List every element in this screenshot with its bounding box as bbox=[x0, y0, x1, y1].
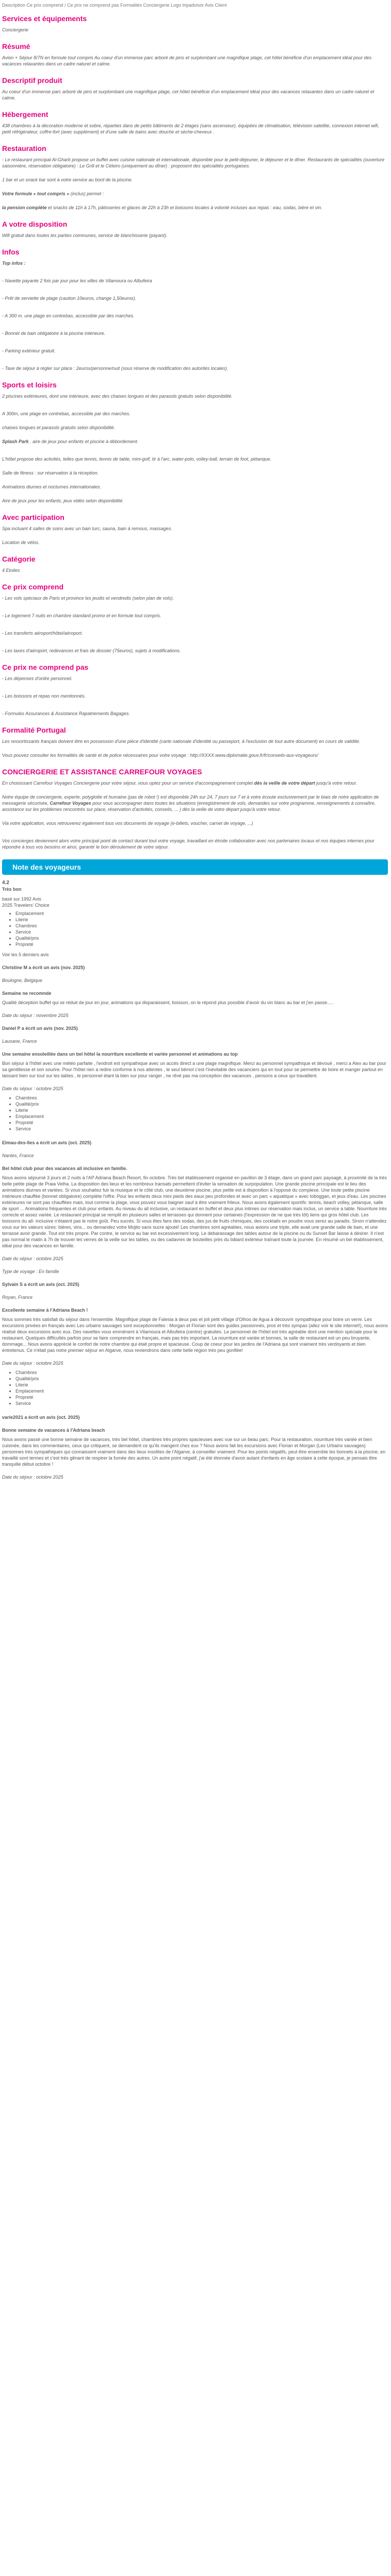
restauration-formula bbox=[2, 191, 388, 197]
ne-comprend-title: Ce prix ne comprend pas bbox=[2, 663, 89, 671]
splash-rest: , aire de jeux pour enfants et piscine à débordement. bbox=[28, 439, 139, 444]
criteria-item: • Chambres bbox=[15, 923, 388, 929]
review-title: Bel hôtel club pour des vacances all inclusive en famille. bbox=[2, 1166, 127, 1171]
ne-comprend-item: - Les dépenses d'ordre personnel. bbox=[2, 676, 73, 681]
criteria-item: • Service bbox=[15, 1126, 388, 1132]
review-date: Date du séjour : octobre 2025 bbox=[2, 1256, 63, 1261]
review-body: Nous avons passé une bonne semaine de vacances, très bel hôtel, chambres très propres spacieuses avec vue sur un beau parc. Pour la restauration, nourriture très variée et bien cuisinée, dans les commentaires, ceux qui critiquent, se demandent ce qu'ils mangent chez eux ? Nous avons fait les excursions avec Florian et Morgan (Les Urbains sauvages) personnes très sympathiques qui connaissent vraiment dans des lieux insolites de l'Algarve, à conseiller vraiment. Pour les points négatifs, peut être ensemble les bonnets à la piscine, en travaillé sont termes et c'est très gênant de respirer la fumée des autres. Un autre point négatif, j'ai été étonnée d'avoir autant d'enfants en âge scolaire à cette époque, je pensais être tranquille début octobre ! bbox=[2, 1437, 386, 1467]
hebergement-title: Hébergement bbox=[2, 110, 48, 118]
review-author-text: Daniel P a écrit un avis (nov. 2025) bbox=[2, 1026, 78, 1031]
ne-comprend-item: - Les boissons et repas non mentionnés. bbox=[2, 693, 86, 699]
review-body: Nous avons séjourné 3 jours et 2 nuits à l'AP Adriana Beach Resort, fin octobre. Très bel établissement organisé en pavillon de 3 étage, dans un grand parc paysagé, à proximité de la très belle petite plage de Praia Velha. La disposition des lieux et les nombreux transats permettent d'éviter la sensation de surpopulation. Une grande piscine principale est le lieu des animations diurnes et variées. Si vous souhaitez fuir la musique et le côté club, une deuxième piscine, plus petite est à disposition à l'opposé du complexe. Une toute petite piscine intérieure chauffée (bonnet obligatoire) complète l'offre. Pour les enfants deux mini pieds des eaux peu profondes et avec un parc « aquatique » avec toboggan, et jeux d'eau. Les piscines extérieures ne sont pas chauffées mais, tout comme la plage, vous pouvez vous baigner sauf à être vraiment frileux. Nous avons également sportifs: tennis, beach volley, pétanque, salle de sport ... Animations fréquentes et club pour enfants. Au niveau du all inclusive, un restaurant en buffet et deux plus intimes sur réservation mais inclus, un service a table. Nourriture très correcte et assez variée. Le restaurant principal se remplit en plusieurs salles et terrasses qui donnent pour certaines (l'expression de ne que très tôt) liens qui gros hôtel club. Les boissons du all- inclusive n'étaient pas le notre goût. Peu sucrés. Si vous êtes fans des sodas, des jus de fruits chimiques, des cocktails en poudre vous serez au paradis. Sinon n'attendez vous sur les valeurs sûres: bières, vins... ou demandez votre Mojito sans sucre ajouté! Les chambres sont agréables, nous avions une triple, elle avait une grande salle de bain, et une terrasse avoir grande. Tout est très propre. Par contre, le service au bar est excessivement long. Le debarassage des tables autour de la piscine ou du Sunset Bar laisse à désirer. Il n'est pas normal le matin à 7h de trouver les verres de la veille sur les tables, ou des cadavres de bouteilles près du bâtard extérieur traînant toute la journée. En résumé un bel établissement, idéal pour des vacances en famille. bbox=[2, 1175, 387, 1248]
review-date: Date du séjour : novembre 2025 bbox=[2, 1013, 69, 1018]
review-ranking: 2025 Travelers' Choice bbox=[2, 903, 50, 908]
categorie-text: 4 Etoiles bbox=[2, 568, 20, 573]
descriptif-title: Descriptif produit bbox=[2, 76, 62, 84]
review-author-text: Sylvain S a écrit un avis (oct. 2025) bbox=[2, 1282, 79, 1287]
review-score: 4.2 bbox=[2, 880, 9, 886]
categorie-title: Catégorie bbox=[2, 555, 36, 563]
criteria-item: • Emplacement bbox=[15, 1113, 388, 1120]
review-title: Semaine ne recomnde bbox=[2, 991, 52, 996]
review-criteria-list bbox=[2, 1095, 388, 1132]
review-author bbox=[2, 1025, 388, 1031]
criteria-item: • Literie bbox=[15, 917, 388, 923]
review-author bbox=[2, 964, 388, 971]
restauration-pension bbox=[2, 205, 388, 211]
review-trip-type: Type de voyage : En famille bbox=[2, 1269, 59, 1274]
review-based-on: basé sur 1992 Avis bbox=[2, 896, 41, 902]
criteria-item: • Qualité/prix bbox=[15, 935, 388, 941]
infos-item: - A 300 m. une plage en contrebas, accessible par des marches. bbox=[2, 313, 135, 318]
review-body: Qualité déception buffet qui se réduit de jour en jour, animations qui disparaissent, boisson, on le répond plus possible d'avoir du vin blanc au bar et j'en passe..... bbox=[2, 1000, 334, 1005]
formalite-text2[interactable]: Vous pouvez consulter les formalités de santé et de police nécessaires pour votre voyage : http://XXXX.www.diplomatie.gouv.fr/fr/conseils-aux-voyageurs/ bbox=[2, 753, 318, 758]
review-title: Bonne semaine de vacances à l'Adriana beach bbox=[2, 1428, 105, 1433]
review-author-text: Christine M a écrit un avis (nov. 2025) bbox=[2, 965, 85, 970]
criteria-item: • Propreté bbox=[15, 1120, 388, 1126]
sports-text7: Aire de jeux pour les enfants, jeux vidéo selon disponibilité. bbox=[2, 498, 124, 503]
conciergerie-text2-c: pour vous accompagner dans toutes les situations (enregistrement de vols, demandes sur votre programme, renseignements à connaître, assistance sur les problèmes rencontrés sur place, réservation d'activités, conseils, ... ) dès la veille de votre départ jusqu'à votre retour. bbox=[2, 801, 376, 812]
review-criteria-list bbox=[2, 910, 388, 947]
sports-text1: 2 piscines extérieures, dont une intérieure, avec des chaises longues et des parasols gratuits selon disponibilité. bbox=[2, 394, 233, 399]
criteria-item: • Chambres bbox=[15, 1369, 388, 1376]
infos-item: - Navette payante 2 fois par jour pour les villes de Vilamoura ou Albufeira bbox=[2, 278, 152, 283]
infos-item: - Bonnet de bain obligatoire à la piscine intérieure. bbox=[2, 331, 106, 336]
participation-text2: Location de vélos. bbox=[2, 540, 40, 545]
sports-splash bbox=[2, 438, 388, 445]
review-date: Date du séjour : octobre 2025 bbox=[2, 1361, 63, 1366]
restauration-text2: 1 bar et un snack bar sont à votre service au bord de la piscine. bbox=[2, 177, 133, 182]
review-author bbox=[2, 1140, 388, 1146]
hebergement-text: 438 chambres à la décoration moderne et sobre, réparties dans de petits bâtiments de 2 étages (sans ascenseur). équipées de climatisation, télévision satellite, connexion internet wifi, petit réfrigérateur, coffre-fort (avec supplément) et d'une salle de bains avec douche et sèche-cheveux . bbox=[2, 123, 379, 134]
criteria-item: • Propreté bbox=[15, 941, 388, 947]
criteria-item: • Propreté bbox=[15, 1394, 388, 1400]
conciergerie-text2-b: Carrefour Voyages bbox=[50, 801, 91, 806]
criteria-item: • Literie bbox=[15, 1107, 388, 1113]
conciergerie-text4: Vos concierges deviennent alors votre principal point de contact durant tout votre voyage, travaillant en étroite collaboration avec nos partenaires locaux et nos équipes internes pour répondre à tous vos besoins et ainsi, garantir le bon déroulement de votre séjour. bbox=[2, 838, 374, 850]
reviews-banner: Note des voyageurs bbox=[2, 859, 388, 875]
infos-item: - Parking extérieur gratuit. bbox=[2, 348, 56, 353]
conciergerie-text2-a: Notre équipe de conciergerie, experte, polyglotte et humaine (pas de robot !) est disponible 24h sur 24, 7 jours sur 7 et à votre écoute exclusivement par le biais de notre application de messagerie sécurisée, bbox=[2, 794, 379, 806]
conciergerie-title: CONCIERGERIE ET ASSISTANCE CARREFOUR VOYAGES bbox=[2, 768, 202, 776]
comprend-item: - Les vols spéciaux de Paris et province les jeudis et vendredis (selon plan de vols). bbox=[2, 596, 174, 601]
criteria-item: • Literie bbox=[15, 1382, 388, 1388]
criteria-item: • Service bbox=[15, 1400, 388, 1406]
pension-label: la pension complète bbox=[2, 205, 47, 210]
resume-text: Avion + Séjour 8/7N en formule tout compris Au coeur d'un immense parc arboré de pins et surplombant une magnifique plage, cet hôtel bénéficie d'un emplacement idéal pour des vacances relaxantes dans un cadre naturel et calme. bbox=[2, 55, 372, 66]
criteria-item: • Emplacement bbox=[15, 1388, 388, 1394]
criteria-item: • Qualité/prix bbox=[15, 1376, 388, 1382]
review-author-text: Elmau-des-lles a écrit un avis (oct. 2025) bbox=[2, 1140, 92, 1145]
conciergerie-text1 bbox=[2, 780, 388, 786]
infos-title: Infos bbox=[2, 248, 20, 256]
infos-item: - Taxe de séjour à régler sur place : 2euros/personne/nuit (sous réserve de modification des autorités locales). bbox=[2, 366, 229, 371]
formalite-title: Formalité Portugal bbox=[2, 726, 66, 734]
comprend-item: - Le logement 7 nuits en chambre standard promo et en formule tout compris. bbox=[2, 613, 161, 618]
comprend-item: - Les transferts aéroport/hôtel/aéroport. bbox=[2, 631, 83, 636]
sports-text5: Salle de fitness : sur réservation à la réception. bbox=[2, 470, 99, 476]
restauration-text1: - Le restaurant principal Al-Gharb propose un buffet avec cuisine nationale et internationale, disponible pour le petit-déjeuner, le déjeuner et le dîner. Restaurants de spécialités (ouverture saisonnière, réservation obligatoire) : Le Grill et le Céleiro (uniquement au dîner) : proposent des spécialités portugaises. bbox=[2, 157, 385, 168]
review-title: Une semaine ensoleillée dans un bel hôtel la nourriture excellente et variée personnel et animations au top bbox=[2, 1052, 238, 1057]
conciergerie-text1-b: dès la veille de votre départ bbox=[254, 781, 315, 786]
infos-top-label: Top infos : bbox=[2, 261, 26, 266]
reviews-section bbox=[2, 880, 388, 1480]
disposition-title: A votre disposition bbox=[2, 220, 68, 228]
sports-text6: Animations diurnes et nocturnes internationales. bbox=[2, 484, 102, 489]
comprend-title: Ce prix comprend bbox=[2, 583, 64, 591]
review-author bbox=[2, 1281, 388, 1287]
breadcrumb-nav[interactable]: Description Ce prix comprend / Ce prix ne comprend pas Formalités Conciergerie Logo tripadvisor Avis Client bbox=[2, 3, 227, 8]
formula-rest: (inclus) permet : bbox=[69, 191, 104, 196]
review-date: Date du séjour : octobre 2025 bbox=[2, 1086, 63, 1091]
review-author-text: varie2021 a écrit un avis (oct. 2025) bbox=[2, 1415, 80, 1420]
review-author bbox=[2, 1414, 388, 1420]
criteria-item: • Chambres bbox=[15, 1095, 388, 1101]
pension-rest: et snacks de 11h à 17h, pâtisseries et glaces de 22h à 23h et boissons locales à volonté incluses aux repas : eau, sodas, bière et vin. bbox=[46, 205, 322, 210]
resume-title: Résumé bbox=[2, 42, 30, 50]
review-location: Royan, France bbox=[2, 1295, 33, 1300]
sports-title: Sports et loisirs bbox=[2, 381, 57, 389]
sports-text4: L'hôtel propose des activités, telles que tennis, tennis de table, mini-golf, tir à l'arc, water-polo, volley-ball, terrain de foot, pétanque. bbox=[2, 456, 272, 462]
review-count-line[interactable]: Voir les 5 derniers avis bbox=[2, 952, 49, 957]
criteria-item: • Qualité/prix bbox=[15, 1101, 388, 1107]
services-text: Conciergerie bbox=[2, 27, 29, 32]
review-location: Boulogne, Belgique bbox=[2, 978, 43, 983]
ne-comprend-item: - Formules Assurances & Assistance Rapatriements Bagages. bbox=[2, 711, 130, 716]
descriptif-text: Au coeur d'un immense parc arboré de pins et surplombant une magnifique plage, cet hôtel bénéficie d'un emplacement idéal pour des vacances relaxantes dans un cadre naturel et calme. bbox=[2, 89, 374, 100]
participation-title: Avec participation bbox=[2, 513, 64, 521]
criteria-item: • Emplacement bbox=[15, 910, 388, 917]
services-title: Services et équipements bbox=[2, 14, 87, 23]
review-body: Bon séjour à l'hôtel avec une météo parfaite , l'endroit est sympathique avec un accès direct a une plage magnifique. Merci au personnel sympathique et dévoué , merci a Alex au bar pour sa gentillesse et son sourire. Pour l'hôtel rien a redire conforme à nos attentes , le seul bémol c'est l'inévitable des vacanciers qui en tout pour se permettre de boire et manger partout en laissant bien sur tout sur les tables , le personnel étant là bien sur pour ranger , ne rêvé pas ma conception des vacances , pensons a ceux qui travaillent. bbox=[2, 1061, 386, 1078]
conciergerie-text1-a: En choisissant Carrefour Voyages Conciergerie pour votre séjour, vous optez pour un service d'accompagnement complet bbox=[2, 781, 254, 786]
formalite-text1: Les ressortissants français doivent être en possession d'une pièce d'identité (carte nationale d'identité ou passeport, à l'exclusion de tout autre document) en cours de validité. bbox=[2, 739, 361, 744]
disposition-text: Wifi gratuit dans toutes les parties communes, service de blanchisserie (payant). bbox=[2, 233, 168, 238]
review-body: Nous sommes très satisfait du séjour dans l'ensemble. Magnifique plage de Falesia à deux pas et joli petit village d'Olhos de Agua à découvrir sympathique pour boire un verre. Les excursions privées en français avec Les urbains sauvages sont exceptionnelles : Morgan et Florian sont des guides passionnés, pros et très sympas (allez voir le site internet!), nous avons réalisé deux excursions avec eux. Des navettes vous emmènent à Vilamoura et Albufeira (centre) gratuites. Le personnel de l'hôtel est très agréable dont une mention spéciale pour le restaurant. Quelques difficultés parfois pour se faire comprendre en français, mais pas très important. La nourriture est variée et bonnes, la salle de restaurant est un peu bruyante, dommage... Nous avons apprécié le confort de notre chambre qui était propre et spacieuse. Coup de coeur pour les jardins de l'Adriana qui sont vraiment très verdoyants et bien entretenus. Ce n'était pas notre premier séjour en Algarve, nous reviendrons dans cette belle région très peu gonflée! bbox=[2, 1317, 388, 1353]
splash-label: Splash Park bbox=[2, 439, 29, 444]
sports-text3: chaises longues et parasols gratuits selon disponibilité. bbox=[2, 425, 116, 430]
review-location: Lausane, France bbox=[2, 1039, 37, 1044]
formula-label: Votre formule « tout compris » bbox=[2, 191, 70, 196]
sports-text2: A 300m, une plage en contrebas, accessible par des marches. bbox=[2, 411, 131, 416]
infos-item: - Prêt de serviette de plage (caution 10euros, change 1,50euros). bbox=[2, 296, 137, 301]
comprend-item: - Les taxes d'aéroport, redevances et frais de dossier (75euros), sujets à modifications. bbox=[2, 648, 181, 653]
review-location: Nantes, France bbox=[2, 1153, 34, 1158]
restauration-title: Restauration bbox=[2, 144, 46, 152]
review-date: Date du séjour : octobre 2025 bbox=[2, 1475, 63, 1480]
conciergerie-text3: Via votre application, vous retrouverez également tous vos documents de voyage (e-billets, voucher, carnet de voyage, ...) bbox=[2, 821, 253, 826]
criteria-item: • Service bbox=[15, 929, 388, 935]
review-title: Excellente semaine à l'Adriana Beach ! bbox=[2, 1308, 88, 1313]
conciergerie-text2 bbox=[2, 794, 388, 812]
review-criteria-list bbox=[2, 1369, 388, 1406]
participation-text1: Spa incluant 4 salles de soins avec un bain turc, sauna, bain à remous, massages. bbox=[2, 526, 172, 531]
conciergerie-text1-c: jusqu'à votre retour. bbox=[315, 781, 357, 786]
review-score-label: Très bon bbox=[2, 887, 22, 892]
